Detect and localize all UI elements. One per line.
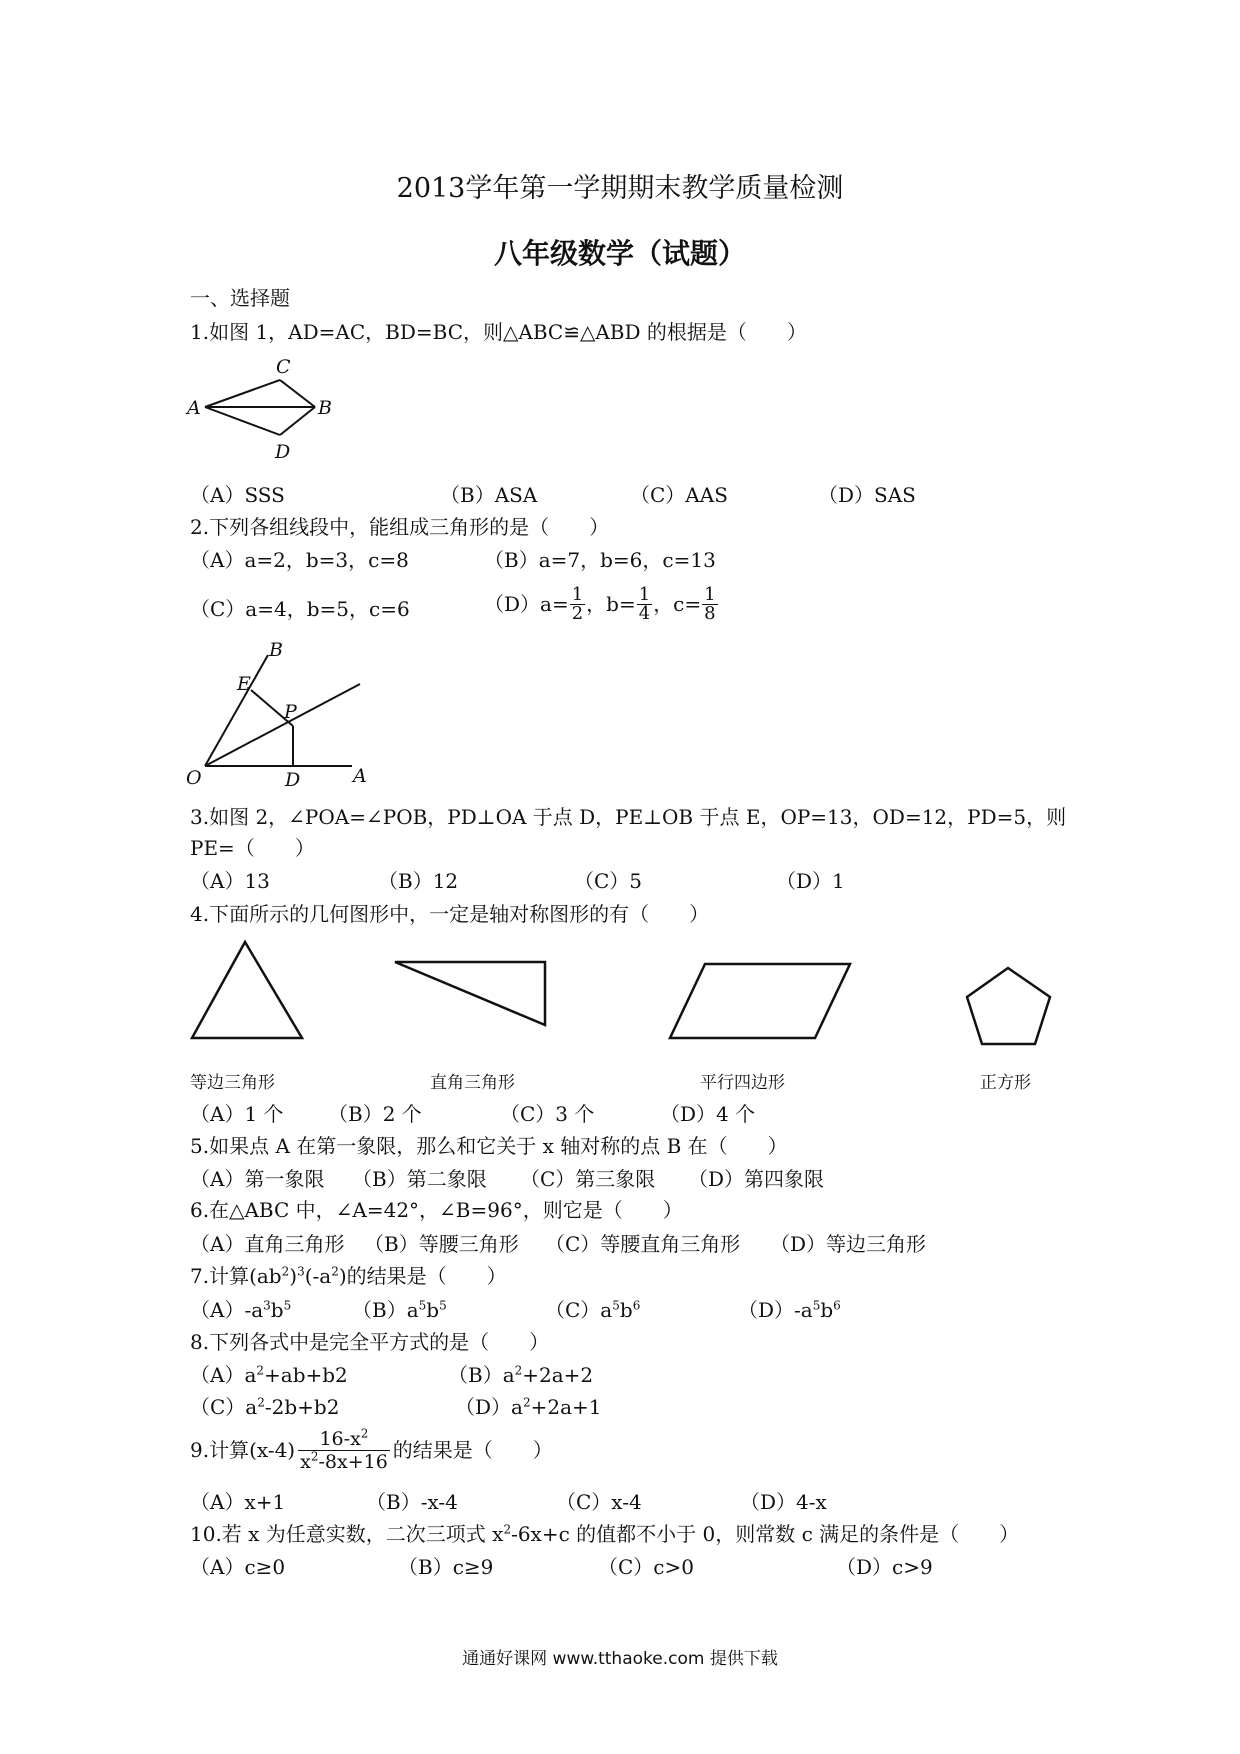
q8-option-d	[455, 1395, 602, 1419]
fig1-label-c: C	[276, 356, 291, 378]
q5-text: 5.如果点 A 在第一象限，那么和它关于 x 轴对称的点 B 在（ ）	[190, 1134, 788, 1158]
q7-option-c	[545, 1298, 640, 1322]
q10-exp: 2	[503, 1522, 512, 1537]
q9-option-a: （A）x+1	[190, 1490, 286, 1514]
q9-text	[190, 1422, 553, 1478]
exp: 2	[522, 1395, 531, 1410]
mid: b	[426, 1298, 440, 1322]
q4-text: 4.下面所示的几何图形中，一定是轴对称图形的有（ ）	[190, 902, 710, 926]
q9-num: 16-x	[319, 1427, 361, 1450]
q9-post: 的结果是（ ）	[392, 1438, 553, 1462]
q9-fraction	[298, 1428, 390, 1473]
q9-option-b: （B）-x-4	[366, 1490, 458, 1514]
pre: （D）-a	[738, 1298, 813, 1322]
q7-option-d	[738, 1298, 841, 1322]
q10-option-c: （C）c>0	[598, 1555, 694, 1579]
exp: 2	[257, 1395, 265, 1410]
q5-option-d: （D）第四象限	[688, 1167, 825, 1191]
fig1-label-d: D	[275, 441, 291, 463]
q1-option-b: （B）ASA	[440, 483, 538, 507]
fig2-label-b: B	[269, 639, 283, 661]
q7-exp-1: 2	[281, 1264, 290, 1279]
q3-option-a: （A）13	[190, 869, 270, 893]
q6-option-c: （C）等腰直角三角形	[545, 1232, 741, 1256]
footer-credit: 通通好课网 www.tthaoke.com 提供下载	[462, 1649, 778, 1669]
q7-text	[190, 1264, 507, 1288]
pre: （B）a	[352, 1298, 419, 1322]
q7-exp-2: 3	[297, 1264, 305, 1279]
exp: 5	[612, 1298, 620, 1313]
exam-title: 2013学年第一学期期末教学质量检测	[396, 173, 844, 204]
q9-num-exp: 2	[360, 1426, 369, 1441]
q2-d-prefix: （D）a=	[484, 592, 569, 616]
q7-exp-3: 2	[331, 1264, 339, 1279]
q5-option-c: （C）第三象限	[520, 1167, 656, 1191]
q2-d-fraction-1	[570, 583, 585, 624]
q3-option-d: （D）1	[776, 869, 845, 893]
q7-mid2: (-a	[304, 1264, 332, 1288]
q7-option-b	[352, 1298, 447, 1322]
q6-option-a: （A）直角三角形	[190, 1232, 345, 1256]
fig1-label-a: A	[187, 397, 201, 419]
exp: 2	[514, 1363, 523, 1378]
q2-option-c: （C）a=4，b=5，c=6	[190, 597, 410, 621]
pentagon	[967, 968, 1050, 1044]
section-heading: 一、选择题	[190, 286, 290, 310]
q3-option-c: （C）5	[574, 869, 643, 893]
post: +2a+2	[522, 1363, 594, 1387]
mid: b	[820, 1298, 834, 1322]
fig2-label-p: P	[284, 701, 297, 723]
post: +ab+b2	[264, 1363, 348, 1387]
fig1-label-b: B	[318, 397, 332, 419]
q8-option-b	[448, 1363, 593, 1387]
q2-option-d	[484, 580, 719, 628]
numerator: 1	[638, 583, 651, 605]
q3-text-line2: PE=（ ）	[190, 836, 315, 860]
pre: （C）a	[545, 1298, 613, 1322]
q7-post: )的结果是（ ）	[338, 1264, 507, 1288]
numerator: 1	[704, 583, 716, 605]
denominator: 2	[571, 602, 584, 624]
q6-option-b: （B）等腰三角形	[364, 1232, 519, 1256]
exp: 3	[263, 1298, 271, 1313]
exp: 2	[256, 1363, 265, 1378]
denominator: 4	[638, 602, 651, 624]
q7-mid: )	[289, 1264, 298, 1288]
q10-option-b: （B）c≥9	[398, 1555, 494, 1579]
exp: 6	[632, 1298, 641, 1313]
q8-text: 8.下列各式中是完全平方式的是（ ）	[190, 1330, 550, 1354]
q9-den-post: -8x+16	[318, 1450, 388, 1473]
q1-option-d: （D）SAS	[818, 483, 916, 507]
q9-pre: 9.计算(x-4)	[190, 1438, 296, 1462]
pre: （B）a	[448, 1363, 515, 1387]
pre: （C）a	[190, 1395, 258, 1419]
figure-1	[185, 355, 345, 465]
numerator	[298, 1428, 390, 1451]
mid: b	[270, 1298, 284, 1322]
fig2-label-a: A	[353, 765, 367, 787]
q10-option-a: （A）c≥0	[190, 1555, 286, 1579]
q5-option-b: （B）第二象限	[352, 1167, 487, 1191]
denominator: 8	[704, 602, 716, 624]
q9-den-exp: 2	[310, 1449, 319, 1464]
q8-option-c	[190, 1395, 339, 1419]
fig2-label-e: E	[237, 673, 251, 695]
pre: （D）a	[455, 1395, 523, 1419]
pre: （A）a	[190, 1363, 257, 1387]
q6-option-d: （D）等边三角形	[770, 1232, 927, 1256]
post: -2b+b2	[264, 1395, 340, 1419]
exam-subtitle: 八年级数学（试题）	[493, 237, 746, 270]
q9-option-d: （D）4-x	[740, 1490, 827, 1514]
q4-shapes	[0, 930, 1240, 1060]
q9-option-c: （C）x-4	[556, 1490, 642, 1514]
q1-option-c: （C）AAS	[630, 483, 728, 507]
q2-option-a: （A）a=2，b=3，c=8	[190, 548, 409, 572]
exp: 5	[283, 1298, 292, 1313]
figure-2	[185, 640, 375, 790]
q4-option-b: （B）2 个	[328, 1102, 422, 1126]
pre: （A）-a	[190, 1298, 264, 1322]
q10-post: -6x+c 的值都不小于 0，则常数 c 满足的条件是（ ）	[511, 1522, 1020, 1546]
q4-option-c: （C）3 个	[500, 1102, 595, 1126]
exp: 5	[439, 1298, 447, 1313]
numerator: 1	[571, 583, 584, 605]
mid: b	[619, 1298, 633, 1322]
post: +2a+1	[530, 1395, 602, 1419]
equilateral-triangle	[192, 942, 302, 1038]
q9-den-pre: x	[300, 1450, 311, 1473]
exp: 6	[833, 1298, 841, 1313]
q6-text: 6.在△ABC 中，∠A=42°，∠B=96°，则它是（ ）	[190, 1198, 683, 1222]
shape-label-equilateral: 等边三角形	[190, 1073, 275, 1093]
q2-text: 2.下列各组线段中，能组成三角形的是（ ）	[190, 515, 610, 539]
q5-option-a: （A）第一象限	[190, 1167, 325, 1191]
shape-label-square: 正方形	[980, 1073, 1031, 1093]
fig2-label-o: O	[186, 767, 202, 789]
right-triangle	[395, 962, 545, 1025]
q10-text	[190, 1522, 1019, 1546]
fig2-label-d: D	[285, 769, 301, 791]
q10-option-d: （D）c>9	[836, 1555, 933, 1579]
denominator	[298, 1451, 390, 1473]
q2-option-b: （B）a=7，b=6，c=13	[484, 548, 716, 572]
q2-d-fraction-2	[637, 583, 652, 624]
q8-option-a	[190, 1363, 348, 1387]
q1-text: 1.如图 1，AD=AC，BD=BC，则△ABC≌△ABD 的根据是（ ）	[190, 320, 807, 344]
q7-pre: 7.计算(ab	[190, 1264, 282, 1288]
q10-pre: 10.若 x 为任意实数，二次三项式 x	[190, 1522, 504, 1546]
q2-d-fraction-3	[702, 583, 717, 624]
parallelogram	[670, 964, 850, 1038]
q1-option-a: （A）SSS	[190, 483, 285, 507]
q3-option-b: （B）12	[378, 869, 459, 893]
q7-option-a	[190, 1298, 291, 1322]
q4-option-d: （D）4 个	[660, 1102, 756, 1126]
shape-label-right: 直角三角形	[430, 1073, 515, 1093]
q3-text-line1: 3.如图 2，∠POA=∠POB，PD⊥OA 于点 D，PE⊥OB 于点 E，OP=13，OD=12，PD=5，则	[190, 805, 1067, 829]
q2-d-sep-1: ，b=	[586, 592, 636, 616]
shape-label-parallelogram: 平行四边形	[700, 1073, 785, 1093]
q2-d-sep-2: ，c=	[653, 592, 702, 616]
q4-option-a: （A）1 个	[190, 1102, 284, 1126]
exp: 5	[418, 1298, 427, 1313]
exp: 5	[812, 1298, 821, 1313]
